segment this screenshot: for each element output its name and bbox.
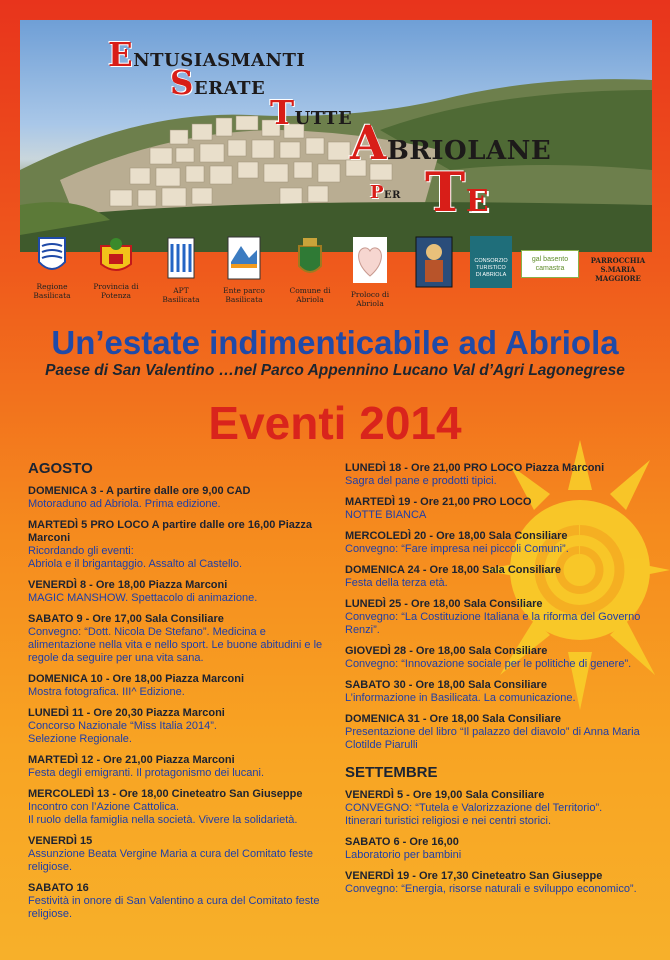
- event-date-time: MARTEDÌ 5 PRO LOCO A partire dalle ore 16,00 Piazza Marconi: [28, 519, 313, 544]
- event-item: [28, 613, 328, 665]
- event-date-time: VENERDÌ 15: [28, 835, 93, 847]
- event-description: Presentazione del libro “Il palazzo del diavolo” di Anna Maria Clotilde Piarulli: [345, 726, 640, 751]
- event-date-time: DOMENICA 31 - Ore 18,00 Sala Consiliare: [345, 713, 562, 725]
- event-description: Mostra fotografica. III^ Edizione.: [28, 686, 185, 698]
- title-word-serate: SERATE: [170, 64, 266, 102]
- column-left: [28, 462, 328, 929]
- title-word-per: PER: [370, 182, 401, 203]
- agosto-cont-events-list: [345, 462, 645, 752]
- consorzio-turistico-logo-icon: CONSORZIO TURISTICO DI ABRIOLA: [470, 236, 512, 288]
- event-description: L’informazione in Basilicata. La comunicazione.: [345, 692, 576, 704]
- event-date-time: VENERDÌ 19 - Ore 17,30 Cineteatro San Giuseppe: [345, 870, 603, 882]
- event-description: Assunzione Beata Vergine Maria a cura del Comitato feste religiose.: [28, 848, 313, 873]
- event-date-time: MERCOLEDÌ 13 - Ore 18,00 Cineteatro San Giuseppe: [28, 788, 303, 800]
- event-description: Festività in onore di San Valentino a cura del Comitato feste religiose.: [28, 895, 320, 920]
- logo-saint-painting: [412, 236, 456, 294]
- event-item: [345, 598, 645, 637]
- logo-proloco-abriola: [342, 236, 398, 308]
- column-right: [345, 462, 645, 904]
- proloco-heart-logo-icon: [352, 236, 388, 284]
- provincia-potenza-crest-icon: [99, 236, 133, 276]
- event-item: [345, 836, 645, 862]
- event-description: Concorso Nazionale “Miss Italia 2014”. Selezione Regionale.: [28, 720, 217, 745]
- logo-label-apt: APT Basilicata: [162, 286, 200, 304]
- event-description: Convegno: “Fare impresa nei piccoli Comuni”.: [345, 543, 569, 555]
- logo-gal: [520, 236, 580, 282]
- event-item: [28, 754, 328, 780]
- event-date-time: VENERDÌ 8 - Ore 18,00 Piazza Marconi: [28, 579, 228, 591]
- event-item: [28, 707, 328, 746]
- logo-parrocchia: [582, 256, 654, 283]
- logo-regione-basilicata: [26, 236, 78, 300]
- subtitle: Paese di San Valentino …nel Parco Appennino Lucano Val d’Agri Lagonegrese: [45, 362, 625, 379]
- logo-label-regione: Regione Basilicata: [33, 282, 71, 300]
- apt-basilicata-logo-icon: [166, 236, 196, 280]
- event-item: [345, 789, 645, 828]
- event-item: [345, 530, 645, 556]
- title-word-te: TE: [425, 160, 490, 224]
- event-date-time: MARTEDÌ 19 - Ore 21,00 PRO LOCO: [345, 496, 532, 508]
- hero-village-photo: [20, 20, 652, 252]
- event-date-time: VENERDÌ 5 - Ore 19,00 Sala Consiliare: [345, 789, 545, 801]
- event-description: Festa degli emigranti. Il protagonismo dei lucani.: [28, 767, 265, 779]
- event-item: [345, 462, 645, 488]
- event-date-time: DOMENICA 24 - Ore 18,00 Sala Consiliare: [345, 564, 562, 576]
- parrocchia-text: PARROCCHIA S.MARIA MAGGIORE: [590, 256, 646, 283]
- event-date-time: LUNEDÌ 11 - Ore 20,30 Piazza Marconi: [28, 707, 225, 719]
- gal-logo-icon: gal basento camastra: [521, 250, 579, 278]
- event-date-time: SABATO 16: [28, 882, 89, 894]
- event-description: MAGIC MANSHOW. Spettacolo di animazione.: [28, 592, 258, 604]
- event-date-time: LUNEDÌ 18 - Ore 21,00 PRO LOCO Piazza Marconi: [345, 462, 605, 474]
- event-date-time: DOMENICA 3 - A partire dalle ore 9,00 CAD: [28, 485, 251, 497]
- event-description: Festa della terza età.: [345, 577, 448, 589]
- comune-abriola-crest-icon: [295, 236, 325, 280]
- event-description: Laboratorio per bambini: [345, 849, 462, 861]
- sponsor-logos-row: [20, 236, 652, 320]
- event-item: [345, 564, 645, 590]
- regione-basilicata-crest-icon: [37, 236, 67, 276]
- logo-provincia-potenza: [86, 236, 146, 300]
- event-item: [28, 882, 328, 921]
- settembre-events-list: [345, 789, 645, 896]
- event-date-time: SABATO 30 - Ore 18,00 Sala Consiliare: [345, 679, 547, 691]
- event-description: Convegno: “Innovazione sociale per le politiche di genere”.: [345, 658, 632, 670]
- event-date-time: DOMENICA 10 - Ore 18,00 Piazza Marconi: [28, 673, 244, 685]
- logo-label-comune: Comune di Abriola: [289, 286, 331, 304]
- event-item: [28, 835, 328, 874]
- month-heading-agosto: AGOSTO: [28, 460, 93, 477]
- event-description: Incontro con l’Azione Cattolica. Il ruolo della famiglia nella società. Vivere la solidarietà.: [28, 801, 298, 826]
- event-item: [345, 713, 645, 752]
- logo-label-ente-parco: Ente parco Basilicata: [223, 286, 265, 304]
- event-date-time: MARTEDÌ 12 - Ore 21,00 Piazza Marconi: [28, 754, 235, 766]
- logo-apt-basilicata: [152, 236, 210, 304]
- event-item: [28, 519, 328, 571]
- event-description: Sagra del pane e prodotti tipici.: [345, 475, 497, 487]
- event-description: Motoraduno ad Abriola. Prima edizione.: [28, 498, 221, 510]
- event-description: Convegno: “Energia, risorse naturali e sviluppo economico”.: [345, 883, 637, 895]
- month-heading-settembre: SETTEMBRE: [345, 764, 438, 781]
- event-item: [28, 673, 328, 699]
- logo-ente-parco: [214, 236, 274, 304]
- logo-label-provincia: Provincia di Potenza: [93, 282, 139, 300]
- event-date-time: LUNEDÌ 25 - Ore 18,00 Sala Consiliare: [345, 598, 543, 610]
- ente-parco-logo-icon: [227, 236, 261, 280]
- eventi-title: Eventi 2014: [208, 397, 462, 449]
- event-item: [345, 870, 645, 896]
- event-date-time: GIOVEDÌ 28 - Ore 18,00 Sala Consiliare: [345, 645, 548, 657]
- event-description: NOTTE BIANCA: [345, 509, 427, 521]
- event-date-time: MERCOLEDÌ 20 - Ore 18,00 Sala Consiliare: [345, 530, 568, 542]
- title-word-abriolane: ABRIOLANE: [350, 116, 552, 171]
- logo-comune-abriola: [282, 236, 338, 304]
- event-item: [28, 579, 328, 605]
- agosto-events-list: [28, 485, 328, 921]
- title-word-tutte: TUTTE: [270, 94, 353, 132]
- event-item: [28, 788, 328, 827]
- event-date-time: SABATO 9 - Ore 17,00 Sala Consiliare: [28, 613, 224, 625]
- event-description: Convegno: “La Costituzione Italiana e la riforma del Governo Renzi”.: [345, 611, 641, 636]
- logo-consorzio-turistico: [468, 236, 514, 292]
- event-description: Ricordando gli eventi: Abriola e il brigantaggio. Assalto al Castello.: [28, 545, 243, 570]
- title-word-entusiasmanti: ENTUSIASMANTI: [108, 36, 306, 74]
- event-date-time: SABATO 6 - Ore 16,00: [345, 836, 459, 848]
- event-item: [345, 679, 645, 705]
- event-item: [28, 485, 328, 511]
- saint-painting-icon: [415, 236, 453, 288]
- event-item: [345, 645, 645, 671]
- headline: Un’estate indimenticabile ad Abriola: [51, 324, 619, 361]
- event-item: [345, 496, 645, 522]
- logo-label-proloco: Proloco di Abriola: [350, 290, 390, 308]
- event-description: Convegno: “Dott. Nicola De Stefano”. Medicina e alimentazione nella vita e nello sport. Le buone abitudini e le regole da seguire per una vita sana.: [28, 626, 323, 664]
- event-description: CONVEGNO: “Tutela e Valorizzazione del Territorio”. Itinerari turistici religiosi e nei centri storici.: [345, 802, 603, 827]
